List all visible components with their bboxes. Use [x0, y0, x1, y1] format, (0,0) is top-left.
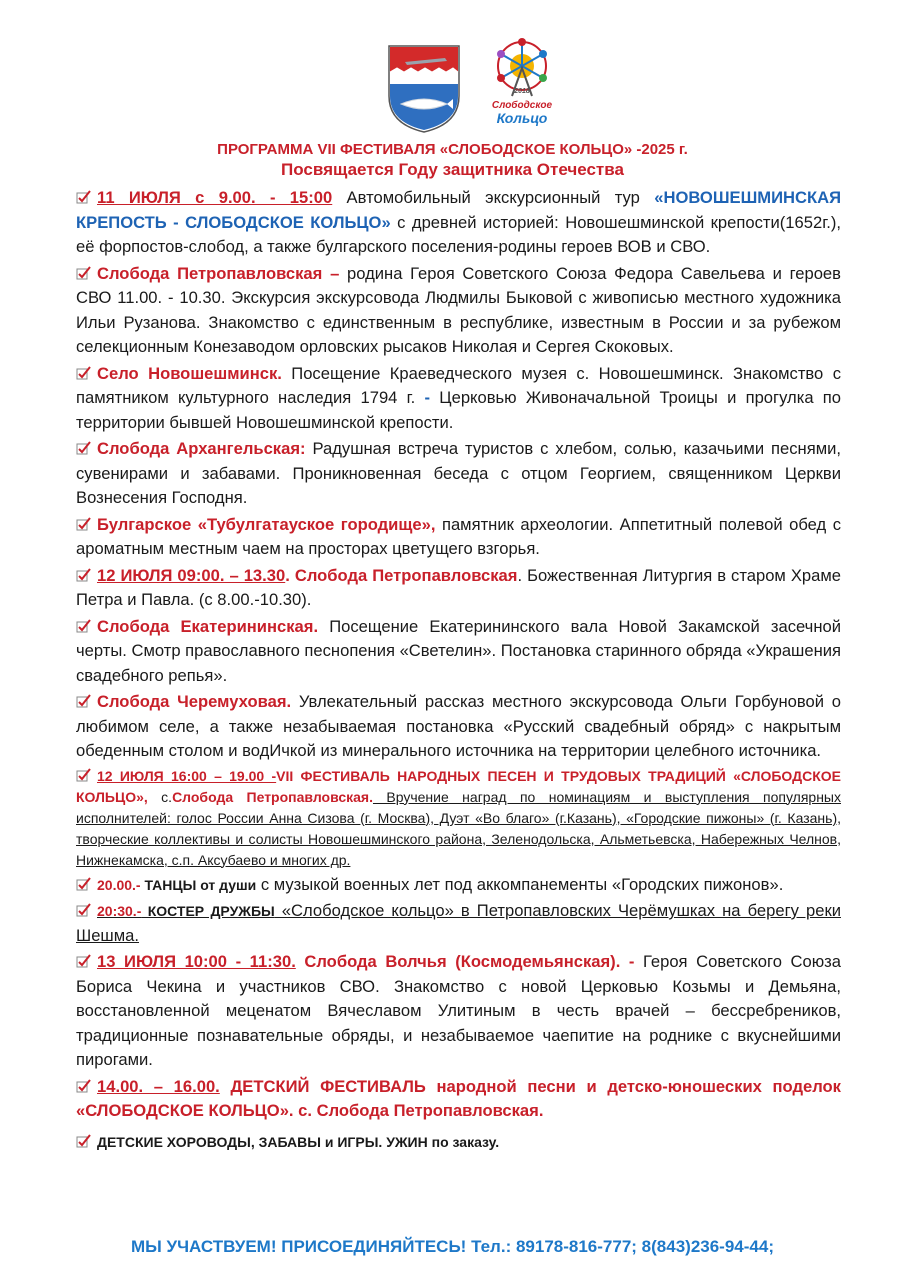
festival-logo-year: 2018 — [514, 88, 530, 95]
item-place: . Слобода Петропавловская — [285, 565, 518, 585]
item-dash: - — [424, 388, 431, 407]
checkbox-icon — [76, 1079, 91, 1093]
item-place-prefix: с. — [147, 788, 173, 805]
item-place: Слобода Архангельская: — [97, 439, 306, 458]
contact-footer: МЫ УЧАСТВУЕМ! ПРИСОЕДИНЯЙТЕСЬ! Тел.: 89178-816-777; 8(843)236-94-44; — [131, 1237, 774, 1256]
checkbox-icon — [76, 441, 91, 455]
list-item — [76, 262, 841, 360]
item-text: Автомобильный экскурсионный тур — [332, 188, 655, 207]
list-item — [76, 899, 841, 948]
list-item — [76, 950, 841, 1073]
checkbox-icon — [76, 954, 91, 968]
checkbox-icon — [76, 877, 91, 891]
item-place: Слобода Екатерининская. — [97, 616, 319, 636]
list-item — [76, 564, 841, 613]
item-text: с музыкой военных лет под аккомпанементы «Городских пижонов». — [256, 874, 784, 894]
item-place: Слобода Волчья (Космодемьянская). - — [295, 952, 635, 971]
item-place: Слобода Черемуховая. — [97, 692, 292, 711]
item-text: . Божественная Литургия в старом Храме Петра и Павла. (с 8.00.-10.30). — [76, 565, 841, 609]
item-date: 12 ИЮЛЯ 16:00 – 19.00 - — [97, 767, 277, 784]
checkbox-icon — [76, 517, 91, 531]
item-place: Село Новошешминск. — [97, 363, 282, 383]
checkbox-icon — [76, 1134, 91, 1148]
item-text: Увлекательный рассказ местного экскурсовода Ольги Горбуновой о любимом селе, а также незабываемая постановка «Русский свадебный обряд» с накрытым обеденным столом и водИчкой из минерального источника на территории целебного источника. — [76, 692, 841, 760]
list-item — [76, 1130, 841, 1155]
list-item — [76, 615, 841, 689]
coat-of-arms-icon — [387, 44, 461, 134]
logo-row — [0, 36, 905, 132]
program-subtitle: Посвящается Году защитника Отечества — [281, 160, 624, 179]
list-item — [76, 1075, 841, 1124]
item-time: 20.00.- — [97, 876, 141, 893]
item-text: Героя Советского Союза Бориса Чекина и участников СВО. Знакомство с новой Церковью Козьмы и Демьяна, восстановленной меценатом Вячеславом Улитиным в честь врачей – бессребреников, традиционные познавательные обряды, и незабываемое чаепитие на роднике с вкуснейшими пирогами. — [76, 952, 841, 1069]
festival-logo-line2: Кольцо — [496, 110, 548, 126]
item-highlight: «НОВОШЕШМИНСКАЯ КРЕПОСТЬ - СЛОБОДСКОЕ КОЛЬЦО» — [76, 188, 842, 232]
checkbox-icon — [76, 694, 91, 708]
item-place: Слобода Петропавловская – — [97, 263, 340, 283]
festival-logo-line1: Слободское — [491, 100, 553, 111]
list-item — [76, 513, 841, 562]
checkbox-icon — [76, 768, 91, 782]
checkbox-icon — [76, 266, 91, 280]
festival-logo — [482, 36, 562, 132]
list-item — [76, 766, 841, 871]
item-text: «Слободское кольцо» в Петропавловских Черёмушках на берегу реки Шешма. — [76, 901, 841, 945]
item-title: КОСТЕР ДРУЖБЫ — [141, 903, 275, 919]
list-item — [76, 362, 841, 436]
item-text: Посещение Екатерининского вала Новой Закамской засечной черты. Смотр православного песнопения «Светелин». Постановка старинного обряда «Украшения свадебного репья». — [76, 616, 842, 685]
item-text: Церковью Живоначальной Троицы и прогулка по территории бывшей Новошешминской крепости. — [76, 388, 842, 432]
item-date: 14.00. – 16.00. — [97, 1076, 220, 1096]
item-time: 20:30.- — [97, 903, 142, 919]
item-place: Булгарское «Тубулгатауское городище», — [97, 514, 436, 534]
checkbox-icon — [76, 190, 91, 204]
item-text: памятник археологии. Аппетитный полевой обед с ароматным местным чаем на просторах цветущего взгорья. — [76, 514, 841, 558]
item-text: с древней историей: Новошешминской крепости(1652г.), её форпостов-слобод, а также булгарского поселения-родины героев ВОВ и СВО. — [76, 212, 841, 256]
item-text: Радушная встреча туристов с хлебом, солью, казачьими песнями, сувенирами и забавами. Проникновенная беседа с отцом Георгием, священником Церкви Вознесения Господня. — [76, 439, 841, 507]
checkbox-icon — [76, 366, 91, 380]
list-item — [76, 437, 841, 511]
item-title: ТАНЦЫ от души — [140, 876, 257, 893]
program-title: ПРОГРАММА VII ФЕСТИВАЛЯ «СЛОБОДСКОЕ КОЛЬЦО» -2025 г. — [217, 141, 688, 158]
item-date: 11 ИЮЛЯ с 9.00. - 15:00 — [97, 188, 333, 207]
program-list — [76, 186, 841, 1156]
checkbox-icon — [76, 903, 91, 917]
list-item — [76, 873, 841, 898]
item-title: VII ФЕСТИВАЛЬ НАРОДНЫХ ПЕСЕН И ТРУДОВЫХ ТРАДИЦИЙ «СЛОБОДСКОЕ КОЛЬЦО», — [76, 767, 841, 805]
list-item — [76, 186, 841, 260]
item-date: 12 ИЮЛЯ 09:00. – 13.30 — [97, 565, 286, 585]
item-text: родина Героя Советского Союза Федора Савельева и героев СВО 11.00. - 10.30. Экскурсия экскурсовода Людмилы Быковой с живописью местного художника Ильи Рузанова. Знакомство с единственным в республике, известным в России и за рубежом селекционным Конезаводом орловских рысаков Николая и Сергея Скоковых. — [76, 263, 841, 356]
checkbox-icon — [76, 619, 91, 633]
item-place: Слобода Петропавловская. — [172, 788, 373, 805]
item-text: ДЕТСКИЙ ФЕСТИВАЛЬ народной песни и детско-юношеских поделок «СЛОБОДСКОЕ КОЛЬЦО». с. Слобода Петропавловская. — [76, 1076, 841, 1120]
list-item — [76, 690, 841, 764]
item-date: 13 ИЮЛЯ 10:00 - 11:30. — [97, 952, 296, 971]
checkbox-icon — [76, 568, 91, 582]
item-text: ДЕТСКИЕ ХОРОВОДЫ, ЗАБАВЫ и ИГРЫ. УЖИН по заказу. — [97, 1133, 500, 1150]
item-text: Вручение наград по номинациям и выступления популярных исполнителей: голос России Анна Сизова (г. Москва), Дуэт «Во благо» (г.Казань), «Городские пижоны» (г. Казань), творческие коллективы и солисты Новошешминского района, Зеленодольска, Альметьевска, Набережных Челнов, Нижнекамска, с.п. Аксубаево и многих др. — [76, 788, 841, 868]
item-text: Посещение Краеведческого музея с. Новошешминск. Знакомство с памятником культурного наследия 1794 г. — [76, 363, 841, 407]
